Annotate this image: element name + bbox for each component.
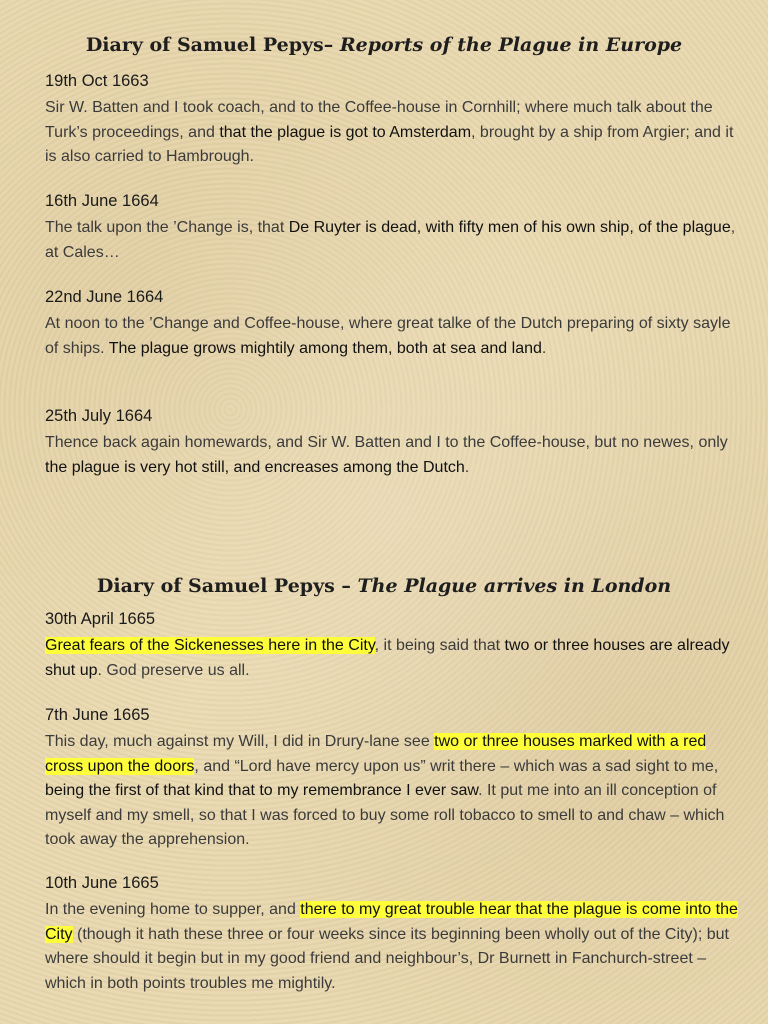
entry-date: 19th Oct 1663 [45,72,149,90]
highlighted-phrase: there to my great trouble hear that the plague is come into the City [45,901,738,943]
highlighted-phrase: two or three houses marked with a red cross upon the doors [45,733,707,775]
diary-entry-1665-06-07 [45,704,745,853]
diary-entry-1664-06-16 [45,190,745,265]
entry-date: 22nd June 1664 [45,288,164,306]
section-title-europe [0,34,768,56]
entry-date: 25th July 1664 [45,407,153,425]
entry-text: In the evening home to supper, and there to my great trouble hear that the plague is come into the City (though it hath these three or four weeks since its beginning been wholly out of the City); but where should it begin but in my good friend and neighbour’s, Dr Burnett in Fanchurch-street – which in both points troubles me mightily. [45,901,738,992]
diary-entry-1664-07-25 [45,405,745,480]
entry-text: The talk upon the ’Change is, that De Ruyter is dead, with fifty men of his own ship, of the plague, at Cales… [45,219,736,261]
entry-text: Sir W. Batten and I took coach, and to the Coffee-house in Cornhill; where much talk about the Turk’s proceedings, and that the plague is got to Amsterdam, brought by a ship from Argier; and it is also carried to Hambrough. [45,99,734,165]
title-main: Diary of Samuel Pepys – [96,575,358,597]
key-phrase: that the plague is got to Amsterdam [219,123,472,141]
entry-date: 30th April 1665 [45,610,156,628]
entry-text: Great fears of the Sickenesses here in the City, it being said that two or three houses are already shut up. God preserve us all. [45,637,730,679]
key-phrase: two or three houses are already shut up [45,637,730,679]
diary-entry-1663-10-19 [45,70,745,170]
section-title-london [0,575,768,597]
entry-text: This day, much against my Will, I did in Drury-lane see two or three houses marked with a red cross upon the doors, and “Lord have mercy upon us” writ there – which was a sad sight to me, being the first of that kind that to my remembrance I ever saw. It put me into an ill conception of myself and my smell, so that I was forced to buy some roll tobacco to smell to and chaw – which took away the apprehension. [45,733,725,848]
entry-date: 7th June 1665 [45,706,150,724]
key-phrase: De Ruyter is dead, with fifty men of his own ship, of the plague [288,219,731,236]
diary-entry-1664-06-22 [45,286,745,361]
title-sub: Reports of the Plague in Europe [339,34,683,56]
title-main: Diary of Samuel Pepys– [85,34,340,56]
entry-date: 10th June 1665 [45,874,159,892]
diary-entry-1665-06-10 [45,872,745,996]
entry-date: 16th June 1664 [45,192,159,210]
title-sub: The Plague arrives in London [357,575,672,597]
highlighted-phrase: Great fears of the Sickenesses here in the City [45,637,375,654]
entry-text: At noon to the ’Change and Coffee-house, where great talke of the Dutch preparing of sixty sayle of ships. The plague grows mightily among them, both at sea and land. [45,315,731,357]
entry-text: Thence back again homewards, and Sir W. Batten and I to the Coffee-house, but no newes, only the plague is very hot still, and encreases among the Dutch. [45,434,728,476]
key-phrase: The plague grows mightily among them, both at sea and land [108,339,542,357]
diary-entry-1665-04-30 [45,608,745,683]
key-phrase: being the first of that kind that to my remembrance I ever saw [45,782,479,799]
key-phrase: the plague is very hot still, and encreases among the Dutch [45,458,465,476]
